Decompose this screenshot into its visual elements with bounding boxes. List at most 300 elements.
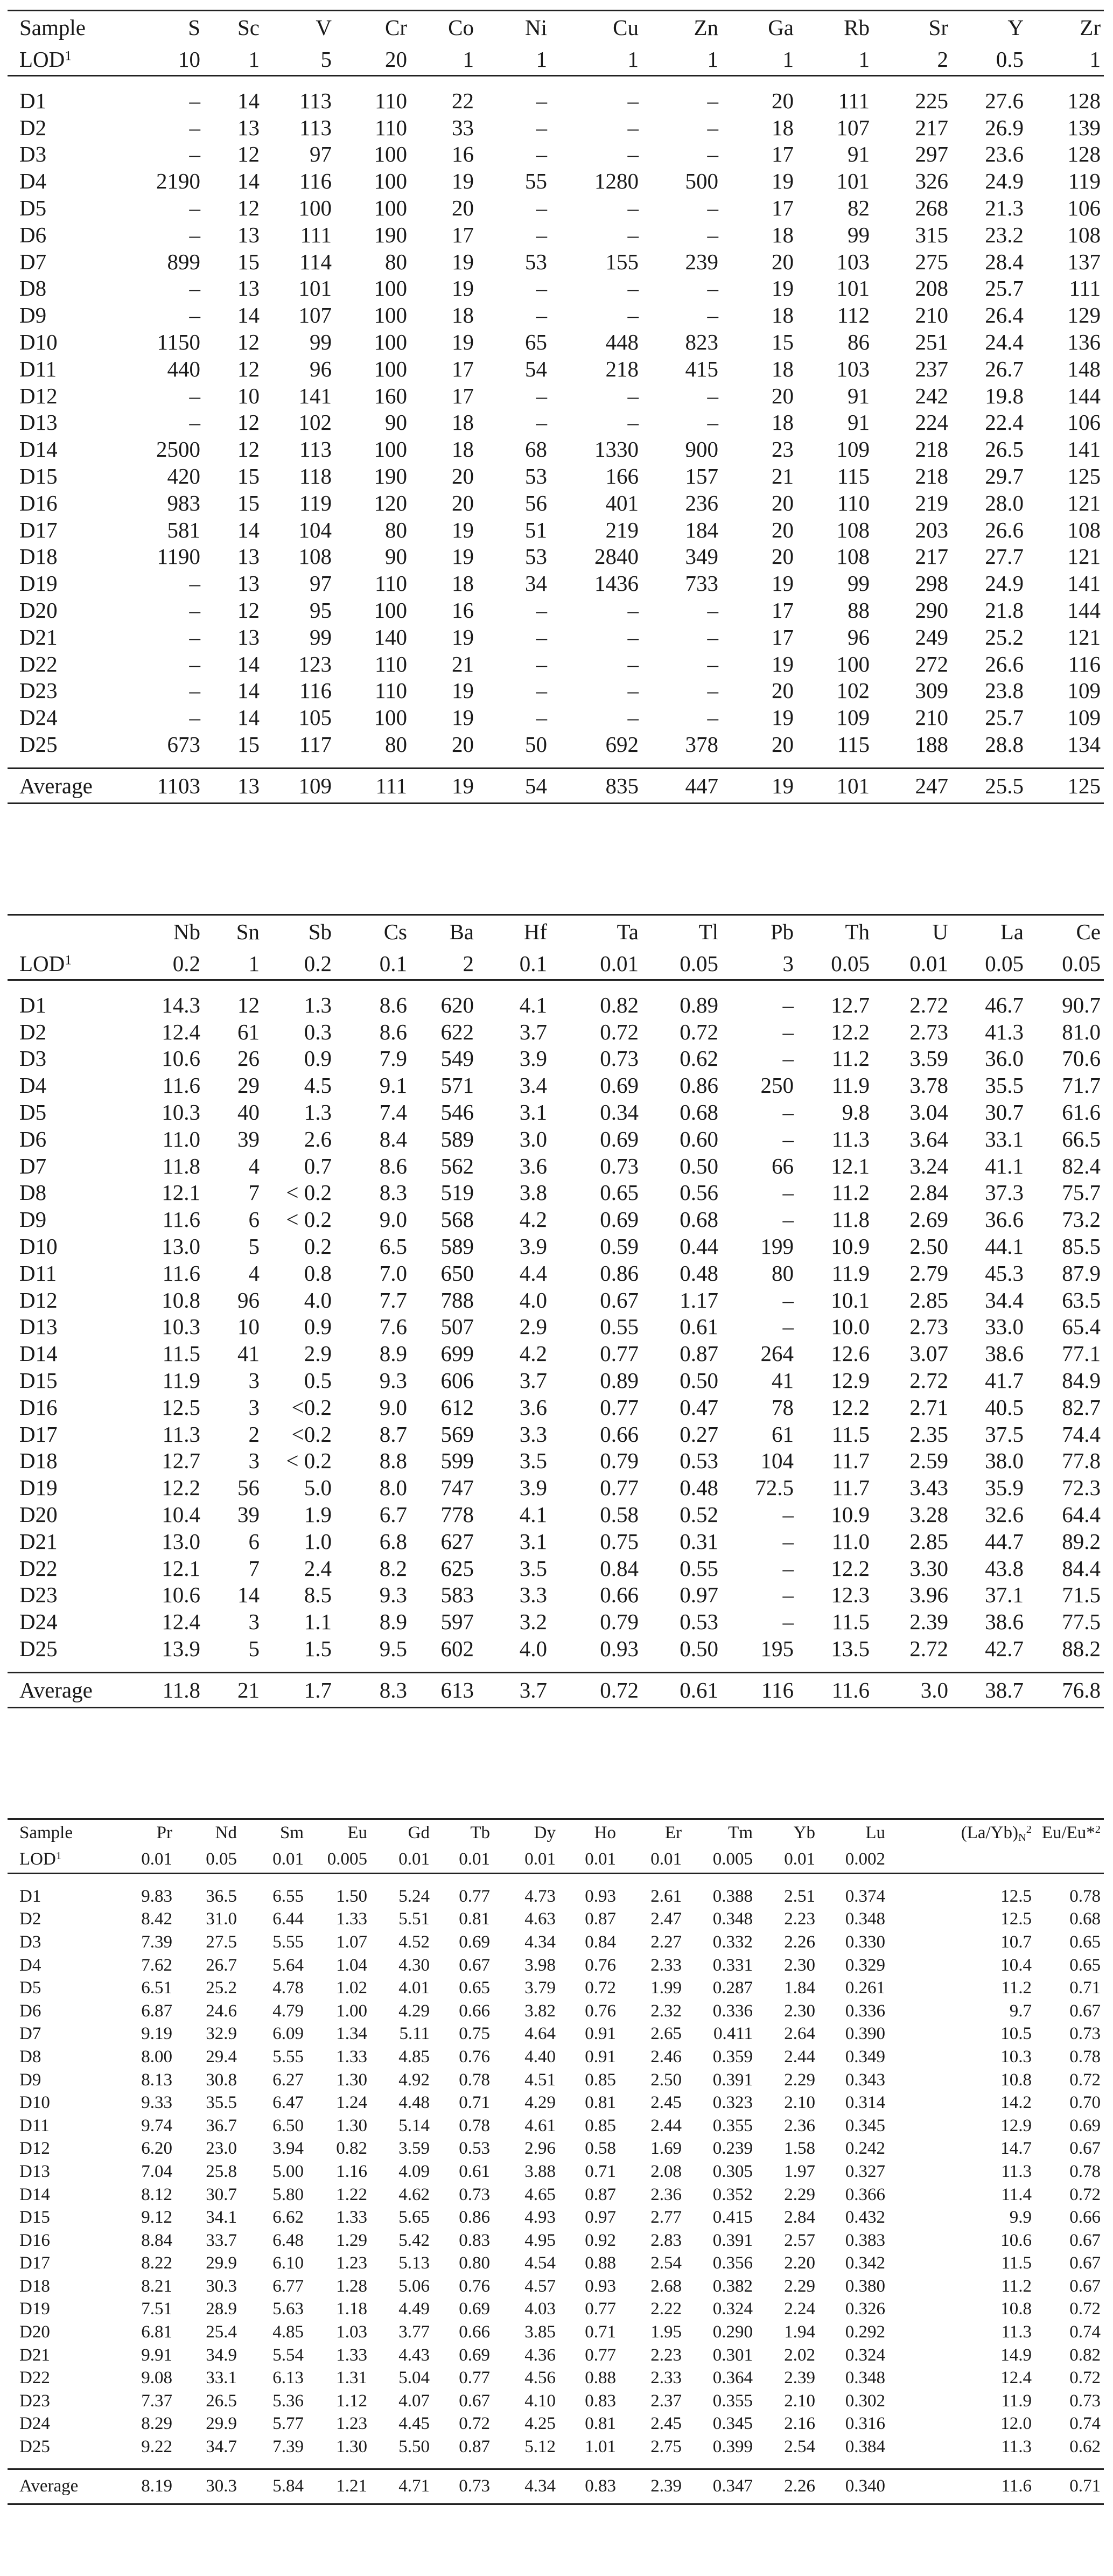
table-cell: < 0.2 <box>286 1180 332 1205</box>
table-cell: 96 <box>310 356 332 381</box>
table-cell: 100 <box>374 437 407 462</box>
table-cell: 84.4 <box>1062 1555 1101 1581</box>
table-cell: 0.87 <box>585 2184 616 2204</box>
table-cell: 3.94 <box>272 2139 304 2159</box>
table-cell: – <box>627 88 639 113</box>
table-cell: 3.85 <box>524 2322 556 2342</box>
table-cell: – <box>189 651 200 676</box>
table-cell: 10.4 <box>162 1502 200 1527</box>
table-cell: 33.1 <box>985 1126 1024 1151</box>
table-cell: 7.0 <box>379 1260 407 1286</box>
table-cell: 0.72 <box>459 2414 490 2434</box>
table-cell: 27.6 <box>985 88 1024 113</box>
table-cell: 6 <box>248 1207 260 1232</box>
table-cell: 5 <box>248 1234 260 1259</box>
table-cell: 100 <box>374 169 407 194</box>
sample-id: D14 <box>19 2184 50 2204</box>
table-cell: 11.2 <box>831 1046 870 1071</box>
column-header: Nd <box>176 1819 240 1847</box>
average-value: 2.39 <box>619 2469 685 2504</box>
table-cell: 101 <box>298 276 332 301</box>
table-cell: 0.72 <box>680 1019 718 1044</box>
table-row <box>8 1954 1104 1977</box>
table-cell: 111 <box>300 222 332 247</box>
table-cell: 0.305 <box>712 2161 753 2181</box>
table-cell: 24.9 <box>985 571 1024 596</box>
table-cell: 99 <box>848 222 870 247</box>
trace-element-table-1 <box>8 10 1104 804</box>
table-cell: 23.0 <box>206 2139 237 2159</box>
table-cell: 72.3 <box>1062 1475 1101 1500</box>
table-cell: 0.84 <box>600 1555 639 1581</box>
table-cell: 20 <box>772 88 794 113</box>
table-cell: 1190 <box>157 544 200 569</box>
table-cell: – <box>782 1287 794 1313</box>
table-cell: 19 <box>452 169 474 194</box>
sample-id: D5 <box>19 196 47 221</box>
table-cell: 5.77 <box>272 2414 304 2434</box>
table-cell: 13 <box>237 624 260 650</box>
table-cell: 2.72 <box>909 992 948 1017</box>
table-row <box>8 2046 1104 2069</box>
lod-value: 1 <box>722 43 797 76</box>
table-cell: 7.9 <box>379 1046 407 1071</box>
table-cell: 0.324 <box>712 2299 753 2319</box>
table-cell: 7.4 <box>379 1100 407 1125</box>
table-cell: 11.7 <box>831 1475 870 1500</box>
table-cell: 1.00 <box>336 2001 367 2021</box>
table-cell: 4.25 <box>524 2414 556 2434</box>
table-row <box>8 2321 1104 2344</box>
table-row <box>8 1555 1104 1582</box>
average-value: 21 <box>204 1672 263 1707</box>
table-cell: – <box>189 624 200 650</box>
table-cell: 326 <box>915 169 948 194</box>
table-cell: 19 <box>452 330 474 355</box>
table-cell: 136 <box>1067 330 1101 355</box>
table-cell: 61 <box>237 1019 260 1044</box>
column-header: Tb <box>433 1819 493 1847</box>
table-cell: 2.84 <box>784 2208 815 2228</box>
table-cell: 155 <box>605 249 639 274</box>
table-cell: – <box>189 303 200 328</box>
table-row <box>8 1099 1104 1126</box>
table-cell: 107 <box>298 303 332 328</box>
table-row <box>8 1474 1104 1501</box>
average-label: Average <box>8 768 130 803</box>
table-row <box>8 2138 1104 2161</box>
table-cell: 1.16 <box>336 2161 367 2181</box>
average-value: 247 <box>873 768 951 803</box>
sample-id: D8 <box>19 276 47 301</box>
table-cell: 3 <box>248 1609 260 1635</box>
table-cell: 1.95 <box>650 2322 682 2342</box>
average-row <box>8 768 1104 803</box>
table-cell: 6.7 <box>379 1502 407 1527</box>
table-row <box>8 1206 1104 1233</box>
table-cell: 0.380 <box>845 2276 885 2296</box>
lod-value: 0.01 <box>433 1846 493 1874</box>
table-cell: 6.51 <box>141 1978 172 1998</box>
table-cell: 24.9 <box>985 169 1024 194</box>
table-cell: 13 <box>237 115 260 140</box>
lod-value: 0.01 <box>114 1846 176 1874</box>
table-cell: 0.382 <box>712 2276 753 2296</box>
table-cell: 10.6 <box>162 1046 200 1071</box>
table-cell: – <box>536 222 547 247</box>
table-cell: 9.8 <box>842 1100 870 1125</box>
sample-id: D16 <box>19 490 58 515</box>
table-cell: 3.6 <box>519 1394 547 1420</box>
table-cell: 0.86 <box>680 1073 718 1098</box>
table-cell: – <box>707 410 718 435</box>
table-cell: 0.66 <box>459 2322 490 2342</box>
sample-id: D20 <box>19 598 58 623</box>
table-cell: 620 <box>440 992 474 1017</box>
table-cell: 106 <box>1067 410 1101 435</box>
table-cell: 1.33 <box>336 2208 367 2228</box>
table-cell: 10.8 <box>162 1287 200 1313</box>
table-cell: 0.48 <box>680 1260 718 1286</box>
table-cell: 3.9 <box>519 1475 547 1500</box>
table-cell: – <box>536 624 547 650</box>
table-cell: 75.7 <box>1062 1180 1101 1205</box>
table-cell: 100 <box>374 303 407 328</box>
table-cell: 10.3 <box>1000 2047 1032 2067</box>
table-cell: 0.384 <box>845 2437 885 2457</box>
table-cell: 2.23 <box>784 1909 815 1929</box>
table-cell: – <box>707 651 718 676</box>
table-cell: 42.7 <box>985 1636 1024 1662</box>
lod-value: 0.01 <box>559 1846 619 1874</box>
table-cell: 4.79 <box>272 2001 304 2021</box>
table-row <box>8 2000 1104 2023</box>
table-cell: 1.0 <box>304 1528 332 1554</box>
lod-label <box>8 1846 114 1874</box>
table-cell: 1.33 <box>336 1909 367 1929</box>
table-cell: 2.4 <box>304 1555 332 1581</box>
table-cell: – <box>536 651 547 676</box>
sample-id: D20 <box>19 2322 50 2342</box>
table-cell: 0.82 <box>600 992 639 1017</box>
table-row <box>8 114 1104 141</box>
table-cell: 983 <box>167 490 200 515</box>
data-table <box>8 914 1104 1708</box>
table-cell: 2.65 <box>650 2024 682 2044</box>
table-cell: 218 <box>915 464 948 489</box>
table-cell: 4.0 <box>519 1287 547 1313</box>
table-cell: 120 <box>374 490 407 515</box>
table-cell: 4.36 <box>524 2345 556 2365</box>
table-cell: 4.07 <box>398 2391 430 2411</box>
table-cell: 747 <box>440 1475 474 1500</box>
table-cell: 3.30 <box>909 1555 948 1581</box>
lod-footnote-sup: 1 <box>65 952 72 967</box>
table-row <box>8 221 1104 248</box>
table-cell: 6.81 <box>141 2322 172 2342</box>
table-cell: 315 <box>915 222 948 247</box>
table-cell: 4.5 <box>304 1073 332 1098</box>
table-cell: 68 <box>525 437 547 462</box>
table-cell: 448 <box>605 330 639 355</box>
lod-value: 1 <box>477 43 550 76</box>
table-cell: 3.98 <box>524 1955 556 1975</box>
sample-id: D2 <box>19 1909 41 1929</box>
table-cell: 0.78 <box>1069 1886 1101 1906</box>
table-row <box>8 141 1104 168</box>
table-cell: 19 <box>772 276 794 301</box>
table-cell: 25.7 <box>985 276 1024 301</box>
sample-id: D2 <box>19 115 47 140</box>
table-cell: – <box>189 222 200 247</box>
column-header: Ho <box>559 1819 619 1847</box>
table-cell: 11.3 <box>831 1126 870 1151</box>
header-row <box>8 915 1104 948</box>
column-header: La <box>951 915 1027 948</box>
table-cell: 650 <box>440 1260 474 1286</box>
table-cell: 106 <box>1067 196 1101 221</box>
average-label: Average <box>8 1672 130 1707</box>
table-cell: 10.3 <box>162 1314 200 1339</box>
table-cell: 349 <box>685 544 718 569</box>
table-row <box>8 1126 1104 1153</box>
table-cell: 128 <box>1067 142 1101 167</box>
sample-id: D17 <box>19 517 58 542</box>
table-cell: 10.8 <box>1000 2070 1032 2090</box>
table-cell: 1.30 <box>336 2437 367 2457</box>
table-cell: 699 <box>440 1341 474 1366</box>
table-cell: 5.04 <box>398 2368 430 2388</box>
table-cell: 0.93 <box>585 2276 616 2296</box>
table-cell: 0.77 <box>585 2299 616 2319</box>
table-cell: 141 <box>298 383 332 408</box>
table-cell: 15 <box>237 464 260 489</box>
table-cell: 23.2 <box>985 222 1024 247</box>
table-cell: 4.85 <box>272 2322 304 2342</box>
table-cell: 188 <box>915 732 948 757</box>
table-cell: 5.06 <box>398 2276 430 2296</box>
table-cell: 4.78 <box>272 1978 304 1998</box>
table-cell: 5.42 <box>398 2230 430 2250</box>
table-cell: – <box>189 705 200 730</box>
table-cell: 1.30 <box>336 2116 367 2135</box>
table-cell: 0.71 <box>459 2093 490 2113</box>
table-cell: 82 <box>848 196 870 221</box>
table-cell: 10.1 <box>831 1287 870 1313</box>
table-cell: 2.24 <box>784 2299 815 2319</box>
table-row <box>8 355 1104 382</box>
table-cell: 17 <box>772 624 794 650</box>
table-cell: 9.74 <box>141 2116 172 2135</box>
table-cell: 108 <box>1067 517 1101 542</box>
lod-row <box>8 43 1104 76</box>
table-cell: 90 <box>385 544 407 569</box>
table-cell: 2.10 <box>784 2391 815 2411</box>
table-cell: 13 <box>237 276 260 301</box>
table-cell: 0.68 <box>680 1100 718 1125</box>
sample-id: D13 <box>19 410 58 435</box>
table-cell: 97 <box>310 142 332 167</box>
table-row <box>8 678 1104 704</box>
table-cell: 19.8 <box>985 383 1024 408</box>
table-cell: 0.69 <box>600 1126 639 1151</box>
table-cell: 17 <box>452 383 474 408</box>
table-row <box>8 1908 1104 1931</box>
table-cell: 3.7 <box>519 1368 547 1393</box>
table-cell: 8.8 <box>379 1448 407 1474</box>
table-cell: 34.7 <box>206 2437 237 2457</box>
table-cell: 37.1 <box>985 1582 1024 1608</box>
table-row <box>8 1421 1104 1448</box>
table-cell: 6.55 <box>272 1886 304 1906</box>
lod-value: 0.05 <box>951 947 1027 980</box>
table-cell: 3.88 <box>524 2161 556 2181</box>
table-cell: 66 <box>772 1153 794 1178</box>
table-cell: 3.28 <box>909 1502 948 1527</box>
table-cell: 10.4 <box>1000 1955 1032 1975</box>
average-value: 8.3 <box>335 1672 410 1707</box>
table-cell: 2.33 <box>650 2368 682 2388</box>
column-header: Sample <box>8 11 130 44</box>
table-cell: – <box>782 1609 794 1635</box>
table-cell: 0.79 <box>600 1448 639 1474</box>
table-cell: 420 <box>167 464 200 489</box>
table-cell: 166 <box>605 464 639 489</box>
column-header: Gd <box>370 1819 433 1847</box>
table-cell: 61.6 <box>1062 1100 1101 1125</box>
table-cell: 0.74 <box>1069 2322 1101 2342</box>
table-cell: 100 <box>374 276 407 301</box>
table-cell: 77.5 <box>1062 1609 1101 1635</box>
table-cell: 0.292 <box>845 2322 885 2342</box>
table-cell: 298 <box>915 571 948 596</box>
sample-id: D4 <box>19 1955 41 1975</box>
table-cell: 0.92 <box>585 2230 616 2250</box>
lod-label <box>8 43 130 76</box>
table-cell: 12 <box>237 598 260 623</box>
table-cell: 2.30 <box>784 1955 815 1975</box>
table-row <box>8 194 1104 221</box>
table-cell: 0.73 <box>1069 2391 1101 2411</box>
lod-value: 0.005 <box>307 1846 370 1874</box>
table-cell: 0.355 <box>712 2391 753 2411</box>
table-cell: 2840 <box>594 544 639 569</box>
table-cell: 113 <box>299 88 332 113</box>
table-cell: 12.0 <box>1000 2414 1032 2434</box>
table-cell: 4.29 <box>524 2093 556 2113</box>
table-row <box>8 1018 1104 1045</box>
lod-value: 0.01 <box>619 1846 685 1874</box>
table-cell: 41.7 <box>985 1368 1024 1393</box>
table-row <box>8 2160 1104 2183</box>
table-cell: 597 <box>440 1609 474 1635</box>
table-cell: 8.9 <box>379 1341 407 1366</box>
table-cell: 36.0 <box>985 1046 1024 1071</box>
column-header: Th <box>797 915 873 948</box>
table-row <box>8 1394 1104 1421</box>
table-cell: 0.71 <box>585 2161 616 2181</box>
table-cell: 0.348 <box>845 1909 885 1929</box>
table-cell: – <box>536 142 547 167</box>
table-cell: 239 <box>685 249 718 274</box>
table-cell: 1.31 <box>336 2368 367 2388</box>
table-cell: 109 <box>836 705 870 730</box>
table-cell: 4.0 <box>304 1287 332 1313</box>
table-cell: 519 <box>440 1180 474 1205</box>
table-cell: 0.77 <box>459 1886 490 1906</box>
table-cell: 91 <box>848 383 870 408</box>
table-cell: 9.1 <box>379 1073 407 1098</box>
table-cell: 5.11 <box>399 2024 430 2044</box>
table-cell: 27.5 <box>206 1932 237 1952</box>
table-cell: 2.45 <box>650 2093 682 2113</box>
ratio-header-sub: N <box>1018 1832 1026 1844</box>
lod-value: 1 <box>410 43 477 76</box>
table-cell: – <box>536 88 547 113</box>
table-cell: 4.57 <box>524 2276 556 2296</box>
table-cell: 264 <box>760 1341 794 1366</box>
average-value: 1103 <box>130 768 204 803</box>
table-cell: 0.65 <box>459 1978 490 1998</box>
table-cell: 38.0 <box>985 1448 1024 1474</box>
table-cell: 1.03 <box>336 2322 367 2342</box>
table-cell: 121 <box>1067 490 1101 515</box>
table-cell: 12.7 <box>831 992 870 1017</box>
table-cell: 20 <box>452 464 474 489</box>
table-cell: – <box>627 196 639 221</box>
table-cell: 29.9 <box>206 2414 237 2434</box>
table-cell: 3.2 <box>519 1609 547 1635</box>
average-value: 19 <box>410 768 477 803</box>
table-row <box>8 516 1104 543</box>
average-value: 4.34 <box>493 2469 559 2504</box>
average-value: 19 <box>722 768 797 803</box>
table-cell: 0.82 <box>336 2139 367 2159</box>
table-cell: 4 <box>248 1153 260 1178</box>
table-cell: 788 <box>440 1287 474 1313</box>
sample-id: D3 <box>19 142 47 167</box>
table-cell: 41 <box>237 1341 260 1366</box>
table-cell: 0.69 <box>600 1073 639 1098</box>
table-cell: 219 <box>605 517 639 542</box>
table-cell: 12.1 <box>162 1555 200 1581</box>
column-header: Cs <box>335 915 410 948</box>
table-cell: 2190 <box>156 169 200 194</box>
table-cell: 0.50 <box>680 1636 718 1662</box>
table-cell: 1.01 <box>585 2437 616 2457</box>
table-cell: 0.81 <box>585 2414 616 2434</box>
table-cell: 4.54 <box>524 2253 556 2273</box>
table-cell: 0.69 <box>600 1207 639 1232</box>
table-cell: 297 <box>915 142 948 167</box>
table-cell: 0.70 <box>1069 2093 1101 2113</box>
table-cell: 44.7 <box>985 1528 1024 1554</box>
table-cell: 74.4 <box>1062 1421 1101 1447</box>
sample-id: D11 <box>19 356 57 381</box>
table-cell: 26.7 <box>206 1955 237 1975</box>
table-cell: 0.343 <box>845 2070 885 2090</box>
table-cell: 0.68 <box>1069 1909 1101 1929</box>
table-row <box>8 651 1104 678</box>
table-cell: 0.97 <box>680 1582 718 1608</box>
table-cell: 21 <box>452 651 474 676</box>
table-row <box>8 329 1104 355</box>
column-header: Zr <box>1027 11 1104 44</box>
table-cell: 12.4 <box>162 1609 200 1635</box>
table-row <box>8 2344 1104 2367</box>
table-cell: 2.36 <box>650 2184 682 2204</box>
sample-id: D12 <box>19 1287 58 1313</box>
